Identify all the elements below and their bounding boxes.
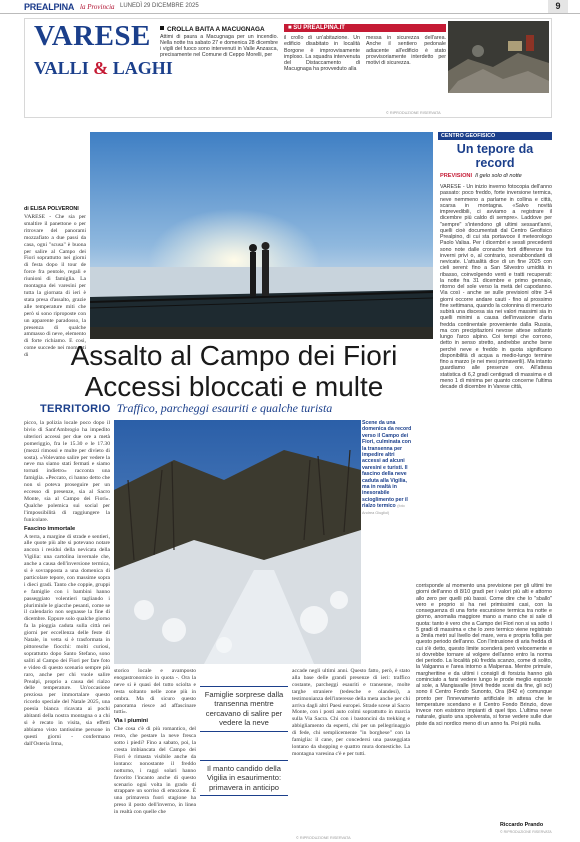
sidebar-kicker-tag: PREVISIONI — [440, 173, 473, 179]
col1-paragraph-2: A terra, a margine di strade e sentieri, alle quote più alte si potevano notare ancora i residui della nevicata della Vigilia: una cartolina invernale che, anche a causa dell'inversione termica, si è sovrapposta a una domenica di particolare tepore, con massime sopra i dieci gradi. Tanto che coppie, gruppi e famiglie con i bambini hanno passeggiato volentieri tagliando i pluriminle le giacche pesanti, come se il calendario non segnasse la fine di dicembre. Eppure solo qualche giorno fa la pioggia caduta sulla città nei giorni per eccellenza delle feste di Natale, in vetta si è trasformata in pittoresche fiocchi: molti curiosi, soprattutto dopo Santo Stefano, sono saliti al Campo dei Fiori per fare foto e video di questo scenario sempre più raro, anche per chi vuole salire Prealpi, proprio a causa del rialzo delle temperature. Un'occasione preziosa per immortalare questo ricordo speciale del Natale 2025, una poesia bianca ricavata ai pochi abitanti della nostra montagna o a chi si è recato in visita, sia effetti abbiamo visto tantissime persone in questi giorni - confermano dall'Osteria Irma, — [24, 533, 110, 747]
article-column-3 — [292, 668, 410, 759]
photo-caption — [362, 420, 414, 516]
subheading-fascino: Fascino immortale — [24, 525, 76, 532]
online-column-1 — [284, 35, 360, 73]
page-number: 9 — [548, 0, 568, 13]
section-subtitle-left: VALLI — [34, 58, 89, 78]
subheading-piumini: Via i piumini — [114, 718, 149, 725]
sidebar-signature: Riccardo Prando — [500, 822, 544, 828]
snowy-path-illustration — [114, 420, 361, 664]
sidebar-kicker-text: Il gelo solo di notte — [475, 173, 522, 179]
online-credit: © RIPRODUZIONE RISERVATA — [386, 111, 441, 115]
collapse-photo — [448, 21, 549, 93]
sidebar-kicker — [440, 173, 522, 179]
kicker-text: Traffico, parcheggi esauriti e qualche turista — [116, 401, 333, 415]
kicker-tag: TERRITORIO — [40, 403, 111, 415]
lake-view-illustration — [90, 132, 433, 339]
brief-title-text: CROLLA BAITA A MACUGNAGA — [167, 26, 265, 33]
sidebar-label: CENTRO GEOFISICO — [438, 132, 552, 140]
caption-credit: (foto Andrea Giugliol) — [362, 504, 405, 515]
brief-text: Attimi di paura a Macugnaga per un incendio. Nella notte tra sabato 27 e domenica 28 dicembre i vigili del fuoco sono intervenuti in Valle Anzasca, precisamente nel Comune di Ceppo Morelli, per — [160, 33, 278, 59]
section-title: VARESE — [34, 20, 151, 52]
pull-quote-1: Famiglie sorprese dalla transenna mentre cercavano di salire per vedere la neve — [200, 686, 288, 732]
col3-paragraph: accade negli ultimi anni. Questo fatto, però, è stato alla base delle grandi presenze di ieri: traffico costante, parcheggi esauriti e transenne, molte targhe straniere (tedesche e olandesi), a testimonianza dell'interesse della meta anche per chi arriva dagli altri Paesi europei. Strade scese al Sacro Monte, con i posti auto colmi soprattutto in marcia sulla Via Sacra. Chi con i bastoncini da trekking e abbigliamento da esperti, chi per un pellegrinaggio di fede, chi semplicemente "in borghese" con la famiglia: il cane, per concedersi una passeggiata lontano da shopping e quattro mura domestiche. La montagna varesina c'è e per tutti. — [292, 668, 410, 757]
brief-title — [160, 26, 278, 34]
pull-quote-2: Il manto candido della Vigilia in esaurimento: primavera in anticipo — [200, 760, 288, 796]
article-credit: © RIPRODUZIONE RISERVATA — [296, 836, 351, 840]
online-column-2 — [366, 35, 446, 66]
main-photo — [90, 132, 433, 339]
online-label-text: SU PREALPINA.IT — [293, 25, 345, 31]
section-subtitle-amp: & — [93, 58, 109, 78]
issue-date: LUNEDÌ 29 DICEMBRE 2025 — [120, 3, 199, 9]
article-intro: VARESE - Che sia per smaltire il panettone o per ritrovare del panorami mozzafiato a due passi da casa, ogni "scusa" è buona per salire al Campo dei Fiori soprattutto nei giorni di festa dopo il tour de force fra pentole, regali e riunioni di famiglia. La montagna dei varesini per tutta la giornata di ieri è stata presa d'assalto, grazie alle temperature miti che però si sono riproposte con un apparente paradosso, la presenza di qualche ammasso di neve, elemento di forte richiamo. E così, come succede nei momenti di — [24, 214, 86, 359]
sidebar-text-2: corrisponde al momento una previsione per gli ultimi tre giorni dell'anno di 8/10 gradi per i valori più alti e attorno allo zero per quelli più bassi. Come dire che lo "sballo" vero e proprio si ha nei primissimi casi, con la conseguenza di una forte escursione termica tra notte e giorno, anomalia maggiore mano a mano che si sale di quota: tanto è vero che a Campo dei Fiori non si va sotto i 5 gradi di massima e che lo zero termico viene registrato a 3mila metri sul livello del mare, vera e propria follia per questo periodo dell'anno. Con l'intrusione di aria fredda di cui s'è detto, questo limite scenderà però velocemente e si dovrebbe tornare al volgere dell'anno entro la norma dei periodo. La località più fredda scanzo, come di solito, la Valganna e l'area intorno a Malpensa. Mentre primule, margheritine e da ultimi i consigli di forsizia hanno già cominciato a farsi vedere lungo le prode meglio esposte al sole, a Mangiavalle (rinvii fredde scesi da fine, gli sci) sono il Centro Fondo Sunonto, Ora (842 e) comunque pronto per l'innevamento artificiale in attesa che le temperature scendano e il Centro Fondo Brinzio, dove invece non esistono impianti di quel tipo. L'ultima neve naturale, giusto una spolverata, si forse vedere sulle due piste da sci nordico meno di un anno fa. Poi più nulla. — [416, 583, 552, 727]
col2-paragraph: storico locale e avamposto enogastronomico in quota -. Ora la neve si è quasi del tutto sciolta e resta soltanto nelle zone più in ombra. Ma di sicuro questo panorama riesce ad affascinare tutti». — [114, 668, 196, 716]
snow-photo — [114, 420, 361, 664]
article-byline: di ELISA POLVERONI — [24, 206, 79, 212]
online-text-2: messa in sicurezza dell'area. Anche il sentiero pedonale adiacente all'edificio è stato provvisoriamente interdetto per motivi di sicurezza. — [366, 35, 446, 67]
newspaper-logo: PREALPINA — [24, 2, 75, 12]
section-subtitle-right: LAGHI — [112, 58, 173, 78]
sidebar-body-2 — [416, 583, 552, 727]
article-column-2 — [114, 668, 196, 817]
online-text-1: il crollo di un'abitazione. Un edificio disabitato in località Borgone è improvvisamente imploso. La squadra intervenuta del Distaccamento di Macugnaga ha provveduto alla — [284, 35, 360, 73]
article-column-1 — [24, 420, 110, 749]
news-brief — [160, 26, 278, 59]
sidebar-text-1: VARESE - Un inizio inverno fotocopia dell'anno passato: poco freddo, forte inversione termica, neve nemmeno a parlarne in collina e città, scarsa in montagna. «Salvo novità imprevedibili, ci avviamo a registrare il dicembre più caldo di sempre». Laddove per "sempre" s'intendono gli ultimi sessant'anni, quelli cioè documentati dal Centro Geofisico Prealpino, di cui sta portavoce il meteorologo Paolo Valisa. Per i dicembri e sessli precedenti sono note dalle cronache forti differenze tra inverni privi o, al contrario, sovrabbondanti di nevicate. L'attualità dice di un fine 2025 con cieli sereni: fino a San Silvestro umidità in ribasso, coinvolgendo venti e tratti recuperati: la notte fra 31 dicembre e primo gennaio, ritorno del sole verso la metà del capodanno. Via così - anche se sulle previsioni oltre 3-4 giorni occorre andare cauti - fino al prossimo fine settimana, quando la colonnina di mercurio subirà una discesa sia nei valori massimi sia in quelli minimi a causa dell'invasione d'aria fredda continentale proveniente dalla Russia, ma con precipitazioni nevose attese soltanto lungo l'arco alpino. Coi tempi che corrono, detto in senso stretto, andrebbe anche bene perché neve e freddo in quota significano disponibilità di acqua a medio-lungo termine fino a marzo (e nei mesi primaverili). Ma intanto guardiamo alle presenze ore. All'attesa statistica di 6,2 gradi centigradi di massima e di meno 1 di minima per quanto concerne l'ultima decade di dicembre in Varese città, — [440, 184, 552, 390]
sidebar-title: Un tepore da record — [456, 142, 534, 170]
caption-text: Scene da una domenica da record verso il Campo dei Fiori, culminata con la transenna per impedire altri accessi ad alcuni varesini e turisti. Il fascino della neve caduta alla Vigilia, ma in realtà in inesorabile scioglimento per il rialzo termico — [362, 420, 412, 510]
sidebar-body-1 — [440, 184, 552, 390]
bullet-square-icon — [160, 26, 164, 30]
article-headline: Assalto al Campo dei Fiori Accessi bloccati e multe — [70, 340, 398, 402]
article-kicker — [40, 401, 332, 416]
col2-paragraph-2: Che cosa c'è di più romantico, del resto, che pestare la neve fresca sotto i piedi? Fino a sabato, poi, la cresta imbiancata del Campo dei Fiori è rimasta visibile anche da lontano: nonostante il freddo notturno, i raggi solari hanno favorito l'incanto anche di questo scenario ogni volta in grado di strappare un sorriso di emozione. È una primavera fuori stagione ha preso il posto dell'inverno, in linea in realtà con quelle che — [114, 726, 196, 816]
online-bullet-icon: ■ — [288, 25, 294, 31]
rubble-illustration — [448, 21, 549, 93]
col1-paragraph: picco, la polizia locale poco dopo il bivio di Sant'Ambrogio ha impedito ulteriori accessi per due ore a metà pomeriggio, fra le 15.30 e le 17.30 (mezzi rimossi e multe per divieto di sosta). «Volevamo salire per vedere la neve ma siamo stati fermati e siamo tornati indietro» racconta una famiglia. «Peccato, ci hanno detto che non si poteva proseguire per un eccesso di presenze, sia al Sacro Monte, sia al Campo dei Fiori». Qualche polemica sui social per l'impossibilità di raggiungere la funicolare. — [24, 420, 110, 523]
online-label[interactable] — [284, 24, 446, 32]
newspaper-series: la Provincia — [80, 3, 115, 11]
section-subtitle — [34, 58, 173, 79]
sidebar-credit: © RIPRODUZIONE RISERVATA — [500, 830, 552, 834]
